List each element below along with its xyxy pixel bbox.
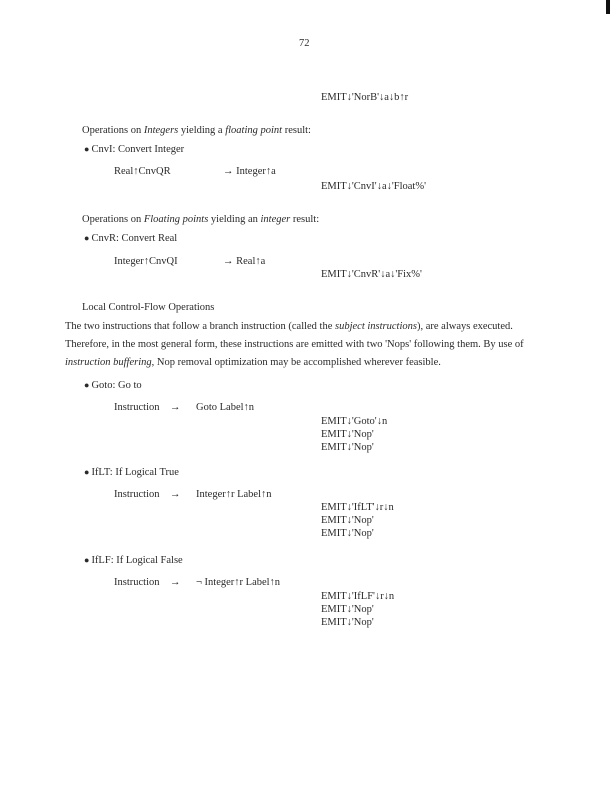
local-cf-paragraph-line-2: Therefore, in the most general form, these instructions are emitted with two 'Nops' following them. By use of [65, 339, 524, 350]
page-number: 72 [299, 38, 310, 49]
iflt-name: IfLT [91, 467, 110, 478]
p3-emphasis: instruction buffering [65, 357, 152, 368]
iflf-lhs: Instruction [114, 577, 160, 588]
p3-text: , Nop removal optimization may be accomplished wherever feasible. [151, 357, 441, 368]
cnvr-item [84, 232, 177, 245]
heading-middle: yielding an [208, 214, 261, 225]
cnvi-emit: EMIT↓'CnvI'↓a↓'Float%' [321, 181, 426, 192]
heading-type-floating-point: floating point [225, 125, 283, 136]
cnvr-name: CnvR [91, 233, 116, 244]
bullet-icon: ● [84, 467, 90, 477]
bullet-icon: ● [84, 144, 90, 154]
scan-edge-mark [606, 0, 610, 14]
iflt-emit-1: EMIT↓'IfLT'↓r↓n [321, 502, 394, 513]
goto-rhs: Goto Label↑n [196, 402, 255, 413]
heading-middle: yielding a [178, 125, 226, 136]
p1-emphasis: subject instructions [335, 321, 417, 332]
cnvr-rhs: → Real↑a [223, 256, 266, 267]
iflt-emit-2: EMIT↓'Nop' [321, 515, 374, 526]
iflf-emit-2: EMIT↓'Nop' [321, 604, 374, 615]
local-cf-paragraph-line-1 [65, 320, 513, 333]
iflf-item [84, 554, 183, 567]
heading-type-integers: Integers [143, 125, 179, 136]
cnvr-lhs: Integer↑CnvQI [114, 256, 178, 267]
bullet-icon: ● [84, 555, 90, 565]
continuation-emit: EMIT↓'NorB'↓a↓b↑r [321, 92, 409, 103]
cnvr-desc: : Convert Real [115, 233, 178, 244]
iflt-lhs: Instruction [114, 489, 160, 500]
p1-text-a: The two instructions that follow a branch instruction (called the [65, 321, 336, 332]
iflf-emit-1: EMIT↓'IfLF'↓r↓n [321, 591, 395, 602]
iflt-rhs: Integer↑r Label↑n [196, 489, 272, 500]
cnvi-lhs: Real↑CnvQR [114, 166, 171, 177]
cnvi-rhs: → Integer↑a [223, 166, 276, 177]
goto-lhs: Instruction [114, 402, 160, 413]
local-cf-paragraph-line-3 [65, 356, 441, 369]
goto-emit-1: EMIT↓'Goto'↓n [321, 416, 388, 427]
heading-type-floating-points: Floating points [143, 214, 209, 225]
section-int-to-fp-heading [82, 124, 311, 137]
cnvi-desc: : Convert Integer [112, 144, 185, 155]
iflt-arrow: → [170, 489, 181, 500]
cnvr-emit: EMIT↓'CnvR'↓a↓'Fix%' [321, 269, 422, 280]
iflt-emit-3: EMIT↓'Nop' [321, 528, 374, 539]
heading-suffix: result: [282, 125, 311, 136]
heading-type-integer: integer [260, 214, 291, 225]
bullet-icon: ● [84, 380, 90, 390]
goto-arrow: → [170, 402, 181, 413]
iflf-arrow: → [170, 577, 181, 588]
iflf-desc: : If Logical False [110, 555, 183, 566]
bullet-icon: ● [84, 233, 90, 243]
iflt-desc: : If Logical True [109, 467, 179, 478]
cnvi-item [84, 143, 184, 156]
section-fp-to-int-heading [82, 213, 319, 226]
goto-item [84, 379, 142, 392]
goto-desc: : Go to [112, 380, 142, 391]
heading-suffix: result: [290, 214, 320, 225]
iflt-item [84, 466, 179, 479]
goto-emit-2: EMIT↓'Nop' [321, 429, 374, 440]
p1-text-b: ), are always executed. [416, 321, 513, 332]
goto-name: Goto [91, 380, 113, 391]
heading-prefix: Operations on [82, 125, 144, 136]
goto-emit-3: EMIT↓'Nop' [321, 442, 374, 453]
iflf-name: IfLF [91, 555, 111, 566]
local-cf-heading: Local Control-Flow Operations [82, 302, 215, 313]
heading-prefix: Operations on [82, 214, 144, 225]
iflf-rhs: ¬ Integer↑r Label↑n [196, 577, 281, 588]
cnvi-name: CnvI [91, 144, 113, 155]
iflf-emit-3: EMIT↓'Nop' [321, 617, 374, 628]
